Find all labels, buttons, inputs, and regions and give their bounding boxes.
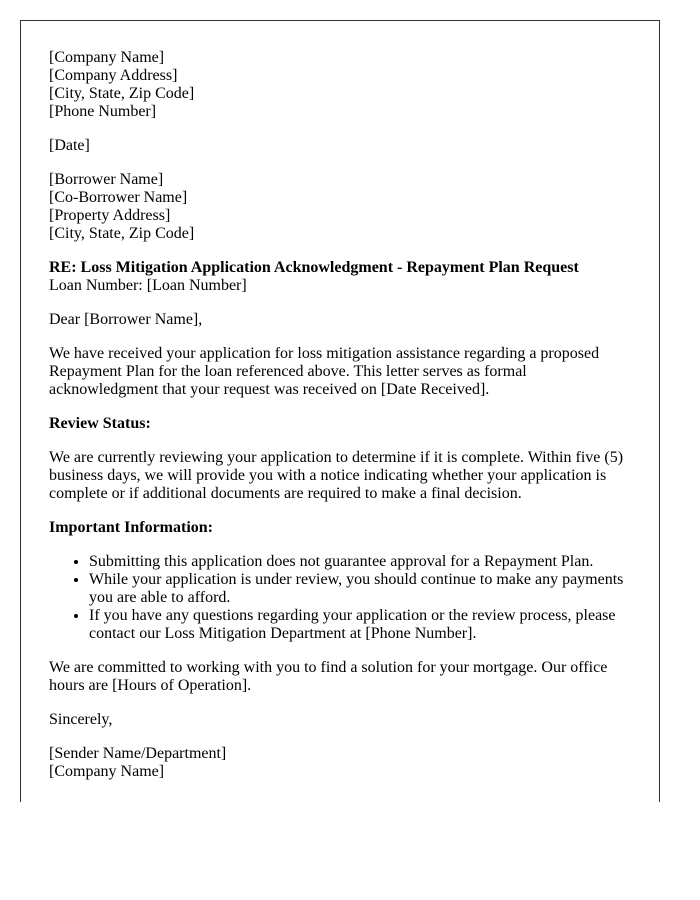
letter-date: [Date]: [49, 137, 90, 154]
closing-paragraph: We are committed to working with you to find a solution for your mortgage. Our office hours are [Hours of Operation].: [49, 659, 608, 694]
important-info-list: [49, 553, 631, 643]
signature-block: [49, 745, 631, 781]
review-status-paragraph: We are currently reviewing your application to determine if it is complete. Within five (5) business days, we will provide you with a notice indicating whether your application is complete or if additional documents are required to make a final decision.: [49, 449, 624, 502]
signature-company-name: [Company Name]: [49, 763, 165, 780]
co-borrower-name: [Co-Borrower Name]: [49, 189, 188, 206]
recipient-city-state-zip: [City, State, Zip Code]: [49, 225, 195, 242]
sender-address-block: [49, 49, 631, 121]
property-address: [Property Address]: [49, 207, 171, 224]
company-phone: [Phone Number]: [49, 103, 157, 120]
company-address: [Company Address]: [49, 67, 178, 84]
borrower-name: [Borrower Name]: [49, 171, 164, 188]
list-item: • While your application is under review, you should continue to make any payments you are able to afford.: [89, 571, 631, 607]
list-item: • If you have any questions regarding your application or the review process, please contact our Loss Mitigation Department at [Phone Number].: [89, 607, 631, 643]
company-name: [Company Name]: [49, 49, 165, 66]
review-status-heading-text: Review Status:: [49, 415, 151, 432]
salutation: Dear [Borrower Name],: [49, 311, 203, 328]
signoff: Sincerely,: [49, 711, 113, 728]
loan-number-line: Loan Number: [Loan Number]: [49, 277, 247, 294]
company-city-state-zip: [City, State, Zip Code]: [49, 85, 195, 102]
letter-page: [20, 20, 660, 802]
sender-name: [Sender Name/Department]: [49, 745, 227, 762]
re-line: RE: Loss Mitigation Application Acknowledgment - Repayment Plan Request: [49, 259, 579, 276]
important-info-heading-text: Important Information:: [49, 519, 213, 536]
subject-block: [49, 259, 631, 295]
list-item: • Submitting this application does not guarantee approval for a Repayment Plan.: [89, 553, 631, 571]
review-status-heading: [49, 415, 631, 433]
important-info-heading: [49, 519, 631, 537]
recipient-address-block: [49, 171, 631, 243]
intro-paragraph: We have received your application for loss mitigation assistance regarding a proposed Repayment Plan for the loan referenced above. This letter serves as formal acknowledgment that your request was received on [Date Received].: [49, 345, 600, 398]
